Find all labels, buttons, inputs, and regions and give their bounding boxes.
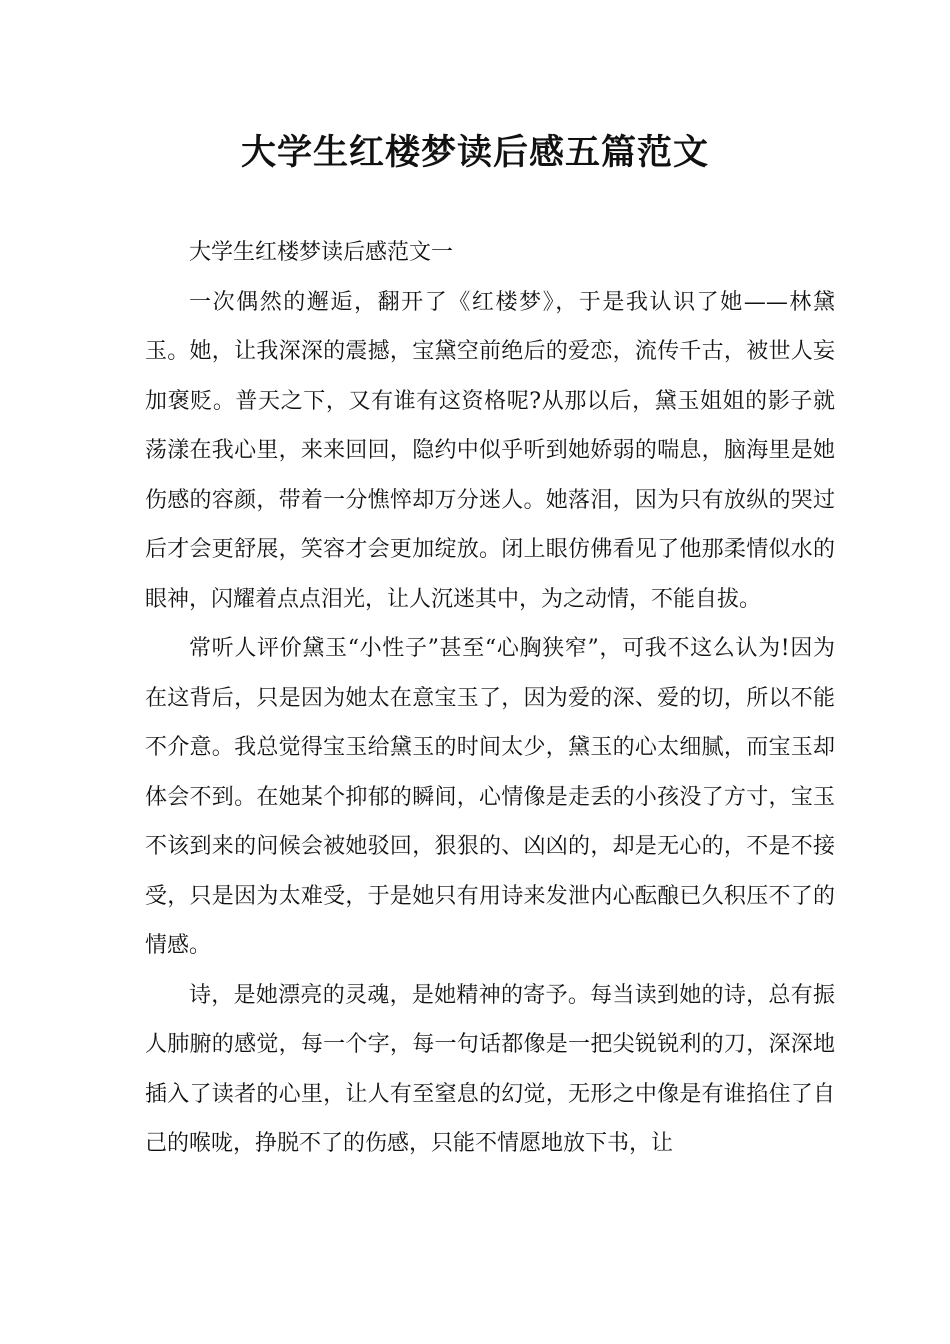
paragraph-3: 诗，是她漂亮的灵魂，是她精神的寄予。每当读到她的诗，总有振人肺腑的感觉，每一个字，每一句话都像是一把尖锐锐利的刀，深深地插入了读者的心里，让人有至窒息的幻觉，无形之中像是有谁掐住了自己的喉咙，挣脱不了的伤感，只能不情愿地放下书，让 bbox=[145, 982, 835, 1156]
document-title: 大学生红楼梦读后感五篇范文 bbox=[240, 133, 709, 173]
section-heading: 大学生红楼梦读后感范文一 bbox=[189, 240, 454, 265]
document-body bbox=[145, 228, 835, 1169]
paragraph-2: 常听人评价黛玉“小性子”甚至“心胸狭窄”，可我不这么认为!因为在这背后，只是因为她太在意宝玉了，因为爱的深、爱的切，所以不能不介意。我总觉得宝玉给黛玉的时间太少，黛玉的心太细腻，而宝玉却体会不到。在她某个抑郁的瞬间，心情像是走丢的小孩没了方寸，宝玉不该到来的问候会被她驳回，狠狠的、凶凶的，却是无心的，不是不接受，只是因为太难受，于是她只有用诗来发泄内心酝酿已久积压不了的情感。 bbox=[145, 636, 835, 958]
paragraph-1: 一次偶然的邂逅，翻开了《红楼梦》，于是我认识了她——林黛玉。她，让我深深的震撼，宝黛空前绝后的爱恋，流传千古，被世人妄加褒贬。普天之下，又有谁有这资格呢?从那以后，黛玉姐姐的影子就荡漾在我心里，来来回回，隐约中似乎听到她娇弱的喘息，脑海里是她伤感的容颜，带着一分憔悴却万分迷人。她落泪，因为只有放纵的哭过后才会更舒展，笑容才会更加绽放。闭上眼仿佛看见了他那柔情似水的眼神，闪耀着点点泪光，让人沉迷其中，为之动情，不能自拔。 bbox=[145, 289, 835, 612]
